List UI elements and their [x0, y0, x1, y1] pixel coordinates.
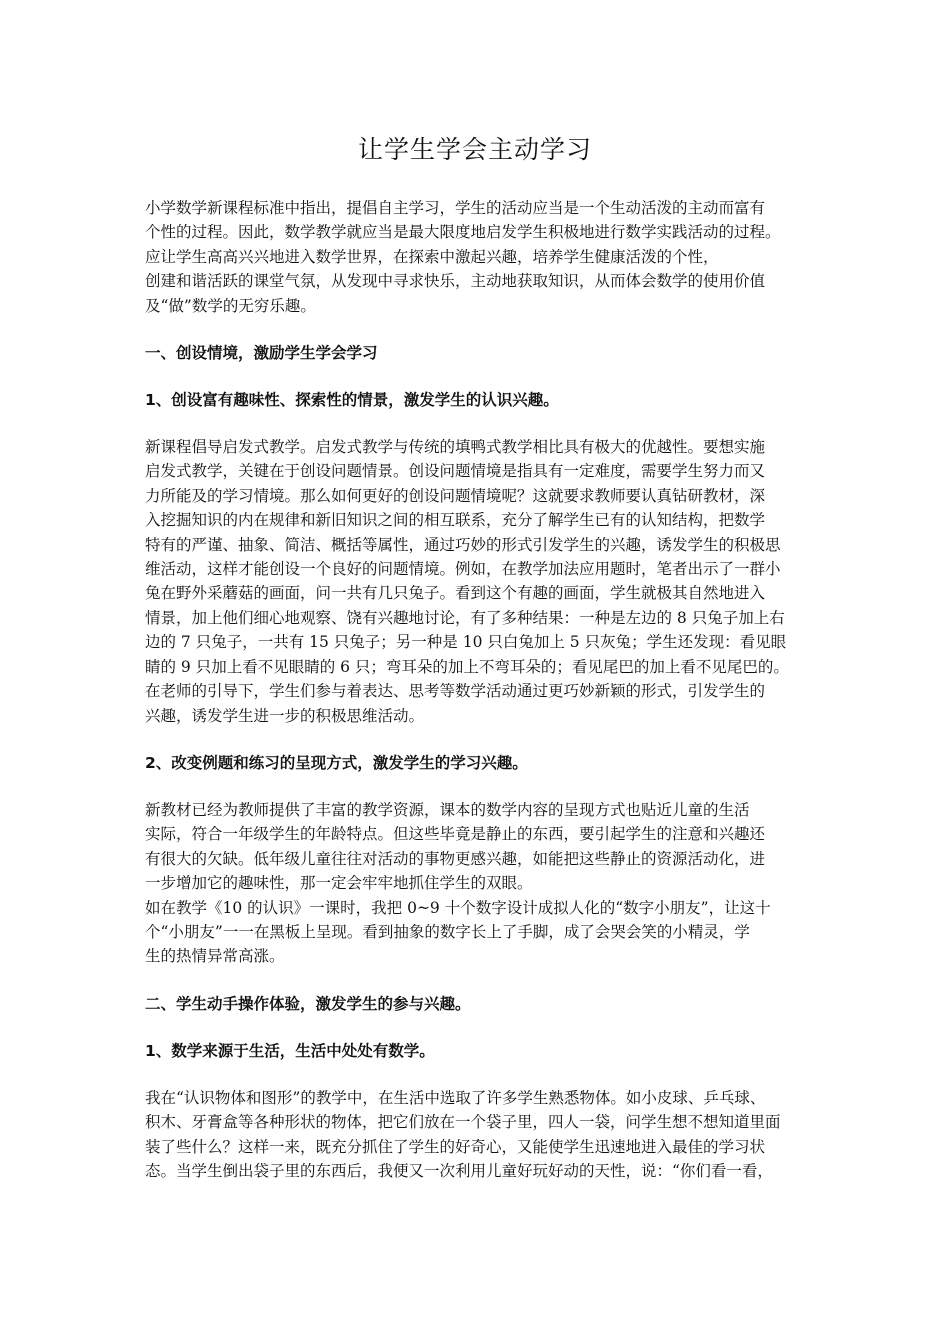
text-line: 新课程倡导启发式教学。启发式教学与传统的填鸭式教学相比具有极大的优越性。要想实施 [145, 438, 766, 457]
section-heading-2: 二、学生动手操作体验，激发学生的参与兴趣。 [145, 994, 471, 1013]
section-heading-1: 一、创设情境，激励学生学会学习 [145, 344, 378, 363]
text-line: 兴趣，诱发学生进一步的积极思维活动。 [145, 706, 425, 725]
paragraph-1-1 [145, 435, 830, 728]
text-line: 入挖掘知识的内在规律和新旧知识之间的相互联系，充分了解学生已有的认知结构，把数学 [145, 511, 766, 530]
text-line: 维活动，这样才能创设一个良好的问题情境。例如，在教学加法应用题时，笔者出示了一群小 [145, 560, 781, 579]
text-line: 边的 7 只兔子，一共有 15 只兔子；另一种是 10 只白兔加上 5 只灰兔；学生还发现：看见眼 [145, 633, 787, 652]
text-line: 睛的 9 只加上看不见眼睛的 6 只；弯耳朵的加上不弯耳朵的；看见尾巴的加上看不见尾巴的。 [145, 657, 789, 676]
text-line: 启发式教学，关键在于创设问题情景。创设问题情境是指具有一定难度，需要学生努力而又 [145, 462, 766, 481]
text-line: 小学数学新课程标准中指出，提倡自主学习，学生的活动应当是一个生动活泼的主动而富有 [145, 199, 766, 217]
document-body [145, 196, 830, 1183]
subsection-heading-2-1: 1、数学来源于生活，生活中处处有数学。 [145, 1041, 435, 1060]
text-line: 兔在野外采蘑菇的画面，问一共有几只兔子。看到这个有趣的画面，学生就极其自然地进入 [145, 584, 766, 603]
text-line: 装了些什么？这样一来，既充分抓住了学生的好奇心，又能使学生迅速地进入最佳的学习状 [145, 1137, 766, 1156]
text-line: 及“做”数学的无穷乐趣。 [145, 296, 316, 315]
text-line: 如在教学《10 的认识》一课时，我把 0~9 十个数字设计成拟人化的“数字小朋友”，让这十 [145, 898, 771, 917]
text-line: 特有的严谨、抽象、简洁、概括等属性，通过巧妙的形式引发学生的兴趣，诱发学生的积极思 [145, 535, 781, 554]
text-line: 创建和谐活跃的课堂气氛，从发现中寻求快乐，主动地获取知识，从而体会数学的使用价值 [145, 272, 766, 291]
intro-paragraph [145, 196, 830, 318]
text-line: 积木、牙膏盒等各种形状的物体，把它们放在一个袋子里，四人一袋，问学生想不想知道里面 [145, 1113, 781, 1132]
subsection-heading-1-2: 2、改变例题和练习的呈现方式，激发学生的学习兴趣。 [145, 753, 528, 772]
subsection-heading-1-1: 1、创设富有趣味性、探索性的情景，激发学生的认识兴趣。 [145, 391, 559, 410]
text-line: 情景，加上他们细心地观察、饶有兴趣地讨论，有了多种结果：一种是左边的 8 只兔子加上右 [145, 608, 785, 627]
text-line: 生的热情异常高涨。 [145, 947, 285, 966]
text-line: 新教材已经为教师提供了丰富的教学资源，课本的数学内容的呈现方式也贴近儿童的生活 [145, 800, 750, 819]
text-line: 实际，符合一年级学生的年龄特点。但这些毕竟是静止的东西，要引起学生的注意和兴趣还 [145, 825, 766, 844]
text-line: 一步增加它的趣味性，那一定会牢牢地抓住学生的双眼。 [145, 874, 533, 893]
text-line: 个性的过程。因此，数学教学就应当是最大限度地启发学生积极地进行数学实践活动的过程。 [145, 223, 781, 242]
text-line: 力所能及的学习情境。那么如何更好的创设问题情境呢？这就要求教师要认真钻研教材，深 [145, 486, 766, 505]
document-title: 让学生学会主动学习 [357, 135, 592, 164]
text-line: 有很大的欠缺。低年级儿童往往对活动的事物更感兴趣，如能把这些静止的资源活动化，进 [145, 849, 766, 868]
text-line: 态。当学生倒出袋子里的东西后，我便又一次利用儿童好玩好动的天性，说：“你们看一看， [145, 1161, 773, 1180]
text-line: 应让学生高高兴兴地进入数学世界，在探索中激起兴趣，培养学生健康活泼的个性， [145, 247, 719, 266]
paragraph-2-1 [145, 1086, 830, 1184]
text-line: 个“小朋友”一一在黑板上呈现。看到抽象的数字长上了手脚，成了会哭会笑的小精灵，学 [145, 922, 750, 941]
text-line: 我在“认识物体和图形”的教学中，在生活中选取了许多学生熟悉物体。如小皮球、乒乓球、 [145, 1088, 766, 1107]
text-line: 在老师的引导下，学生们参与着表达、思考等数学活动通过更巧妙新颖的形式，引发学生的 [145, 682, 766, 701]
paragraph-1-2 [145, 798, 830, 969]
